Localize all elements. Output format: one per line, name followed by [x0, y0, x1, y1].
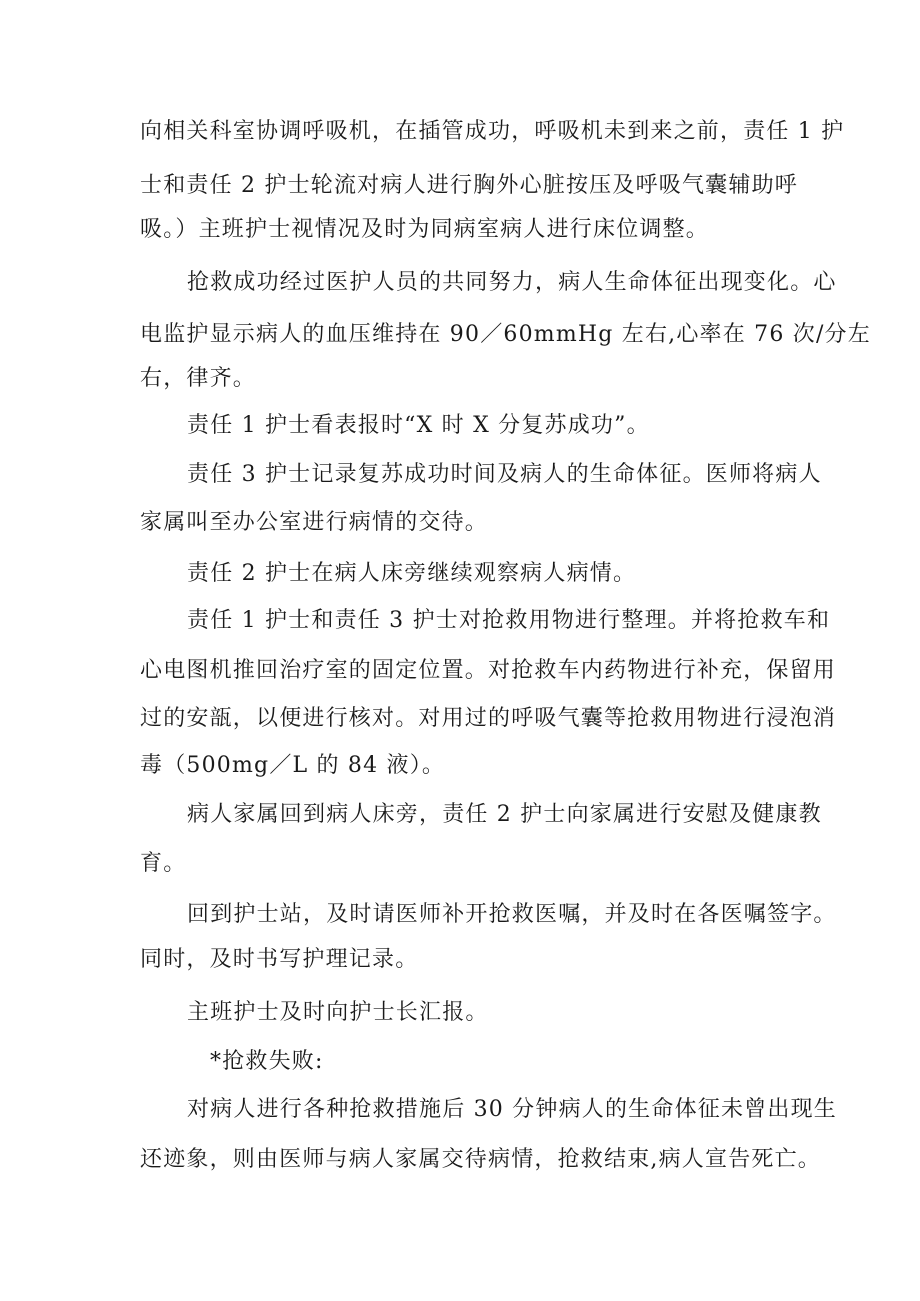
text-line: 过的安瓿，以便进行核对。对用过的呼吸气囊等抢救用物进行浸泡消: [140, 706, 837, 731]
paragraph-first-line: 责任 3 护士记录复苏成功时间及病人的生命体征。医师将病人: [187, 462, 822, 487]
section-heading: *抢救失败:: [210, 1049, 324, 1074]
paragraph-first-line: 责任 2 护士在病人床旁继续观察病人病情。: [187, 561, 637, 586]
paragraph-first-line: 抢救成功经过医护人员的共同努力，病人生命体征出现变化。心: [187, 270, 837, 295]
paragraph-first-line: 责任 1 护士和责任 3 护士对抢救用物进行整理。并将抢救车和: [187, 608, 831, 633]
text-line: 吸。）主班护士视情况及时为同病室病人进行床位调整。: [140, 217, 710, 242]
paragraph-first-line: 病人家属回到病人床旁，责任 2 护士向家属进行安慰及健康教: [187, 802, 822, 827]
text-line: 育。: [140, 851, 187, 876]
text-line: 右，律齐。: [140, 366, 257, 391]
text-line: 还迹象，则由医师与病人家属交待病情，抢救结束,病人宣告死亡。: [140, 1147, 821, 1172]
text-line: 士和责任 2 护士轮流对病人进行胸外心脏按压及呼吸气囊辅助呼: [140, 173, 798, 198]
paragraph-first-line: 对病人进行各种抢救措施后 30 分钟病人的生命体征未曾出现生: [187, 1097, 837, 1122]
text-line: 家属叫至办公室进行病情的交待。: [140, 510, 489, 535]
text-line: 毒（500mg／L 的 84 液）。: [140, 753, 446, 778]
text-line: 电监护显示病人的血压维持在 90／60mmHg 左右,心率在 76 次/分左: [140, 322, 871, 347]
paragraph-first-line: 主班护士及时向护士长汇报。: [187, 1000, 489, 1025]
paragraph-first-line: 责任 1 护士看表报时“X 时 X 分复苏成功”。: [187, 413, 650, 438]
text-line: 同时，及时书写护理记录。: [140, 947, 419, 972]
text-line: 心电图机推回治疗室的固定位置。对抢救车内药物进行补充，保留用: [140, 658, 837, 683]
text-line: 向相关科室协调呼吸机，在插管成功，呼吸机未到来之前，责任 1 护: [140, 119, 845, 144]
paragraph-first-line: 回到护士站，及时请医师补开抢救医嘱，并及时在各医嘱签字。: [187, 902, 837, 927]
